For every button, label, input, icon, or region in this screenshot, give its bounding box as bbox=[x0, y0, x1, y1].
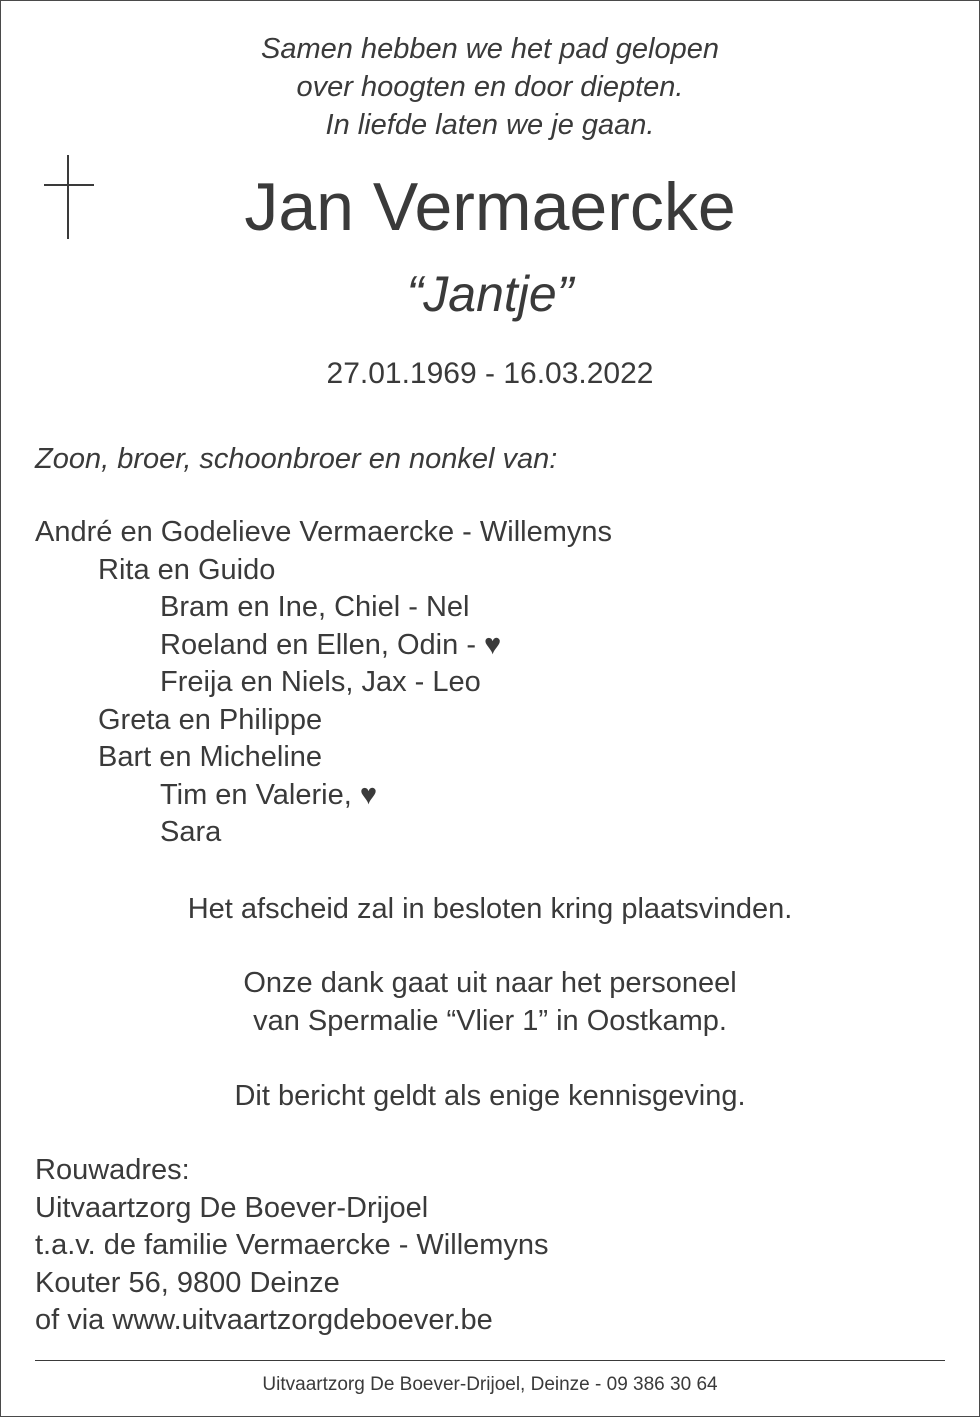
family-line-sibling: Greta en Philippe bbox=[98, 704, 323, 736]
poem bbox=[0, 30, 980, 144]
address-line: Kouter 56, 9800 Deinze bbox=[35, 1266, 340, 1299]
address-heading: Rouwadres: bbox=[35, 1154, 190, 1186]
poem-line: over hoogten en door diepten. bbox=[296, 71, 684, 103]
family-line-nephew: Freija en Niels, Jax - Leo bbox=[160, 666, 481, 698]
life-dates: 27.01.1969 - 16.03.2022 bbox=[326, 357, 654, 390]
family-line-nephew: Roeland en Ellen, Odin - ♥ bbox=[160, 629, 502, 661]
notice-text: Dit bericht geldt als enige kennisgeving. bbox=[234, 1080, 746, 1112]
mourning-address bbox=[35, 1152, 549, 1340]
deceased-nickname: “Jantje” bbox=[406, 266, 574, 322]
family-line-parents: André en Godelieve Vermaercke - Willemyns bbox=[35, 516, 613, 548]
family-line-nephew: Bram en Ine, Chiel - Nel bbox=[160, 591, 470, 623]
poem-line: Samen hebben we het pad gelopen bbox=[261, 33, 719, 65]
deceased-name: Jan Vermaercke bbox=[244, 169, 736, 245]
address-line: t.a.v. de familie Vermaercke - Willemyns bbox=[35, 1229, 549, 1261]
family-line-nephew: Sara bbox=[160, 816, 222, 848]
farewell-text: Het afscheid zal in besloten kring plaatsvinden. bbox=[187, 893, 793, 925]
relations-intro: Zoon, broer, schoonbroer en nonkel van: bbox=[35, 443, 558, 475]
poem-line: In liefde laten we je gaan. bbox=[325, 109, 655, 141]
thanks-line: Onze dank gaat uit naar het personeel bbox=[243, 967, 737, 999]
thanks-line: van Spermalie “Vlier 1” in Oostkamp. bbox=[253, 1005, 727, 1037]
thanks-text bbox=[0, 964, 980, 1040]
footer-divider bbox=[35, 1360, 945, 1361]
family-line-sibling: Rita en Guido bbox=[98, 554, 276, 586]
address-website: of via www.uitvaartzorgdeboever.be bbox=[35, 1304, 493, 1336]
footer-text: Uitvaartzorg De Boever-Drijoel, Deinze - 09 386 30 64 bbox=[262, 1374, 718, 1395]
family-line-sibling: Bart en Micheline bbox=[98, 741, 323, 773]
address-line: Uitvaartzorg De Boever-Drijoel bbox=[35, 1191, 429, 1224]
family-line-nephew: Tim en Valerie, ♥ bbox=[160, 779, 378, 811]
